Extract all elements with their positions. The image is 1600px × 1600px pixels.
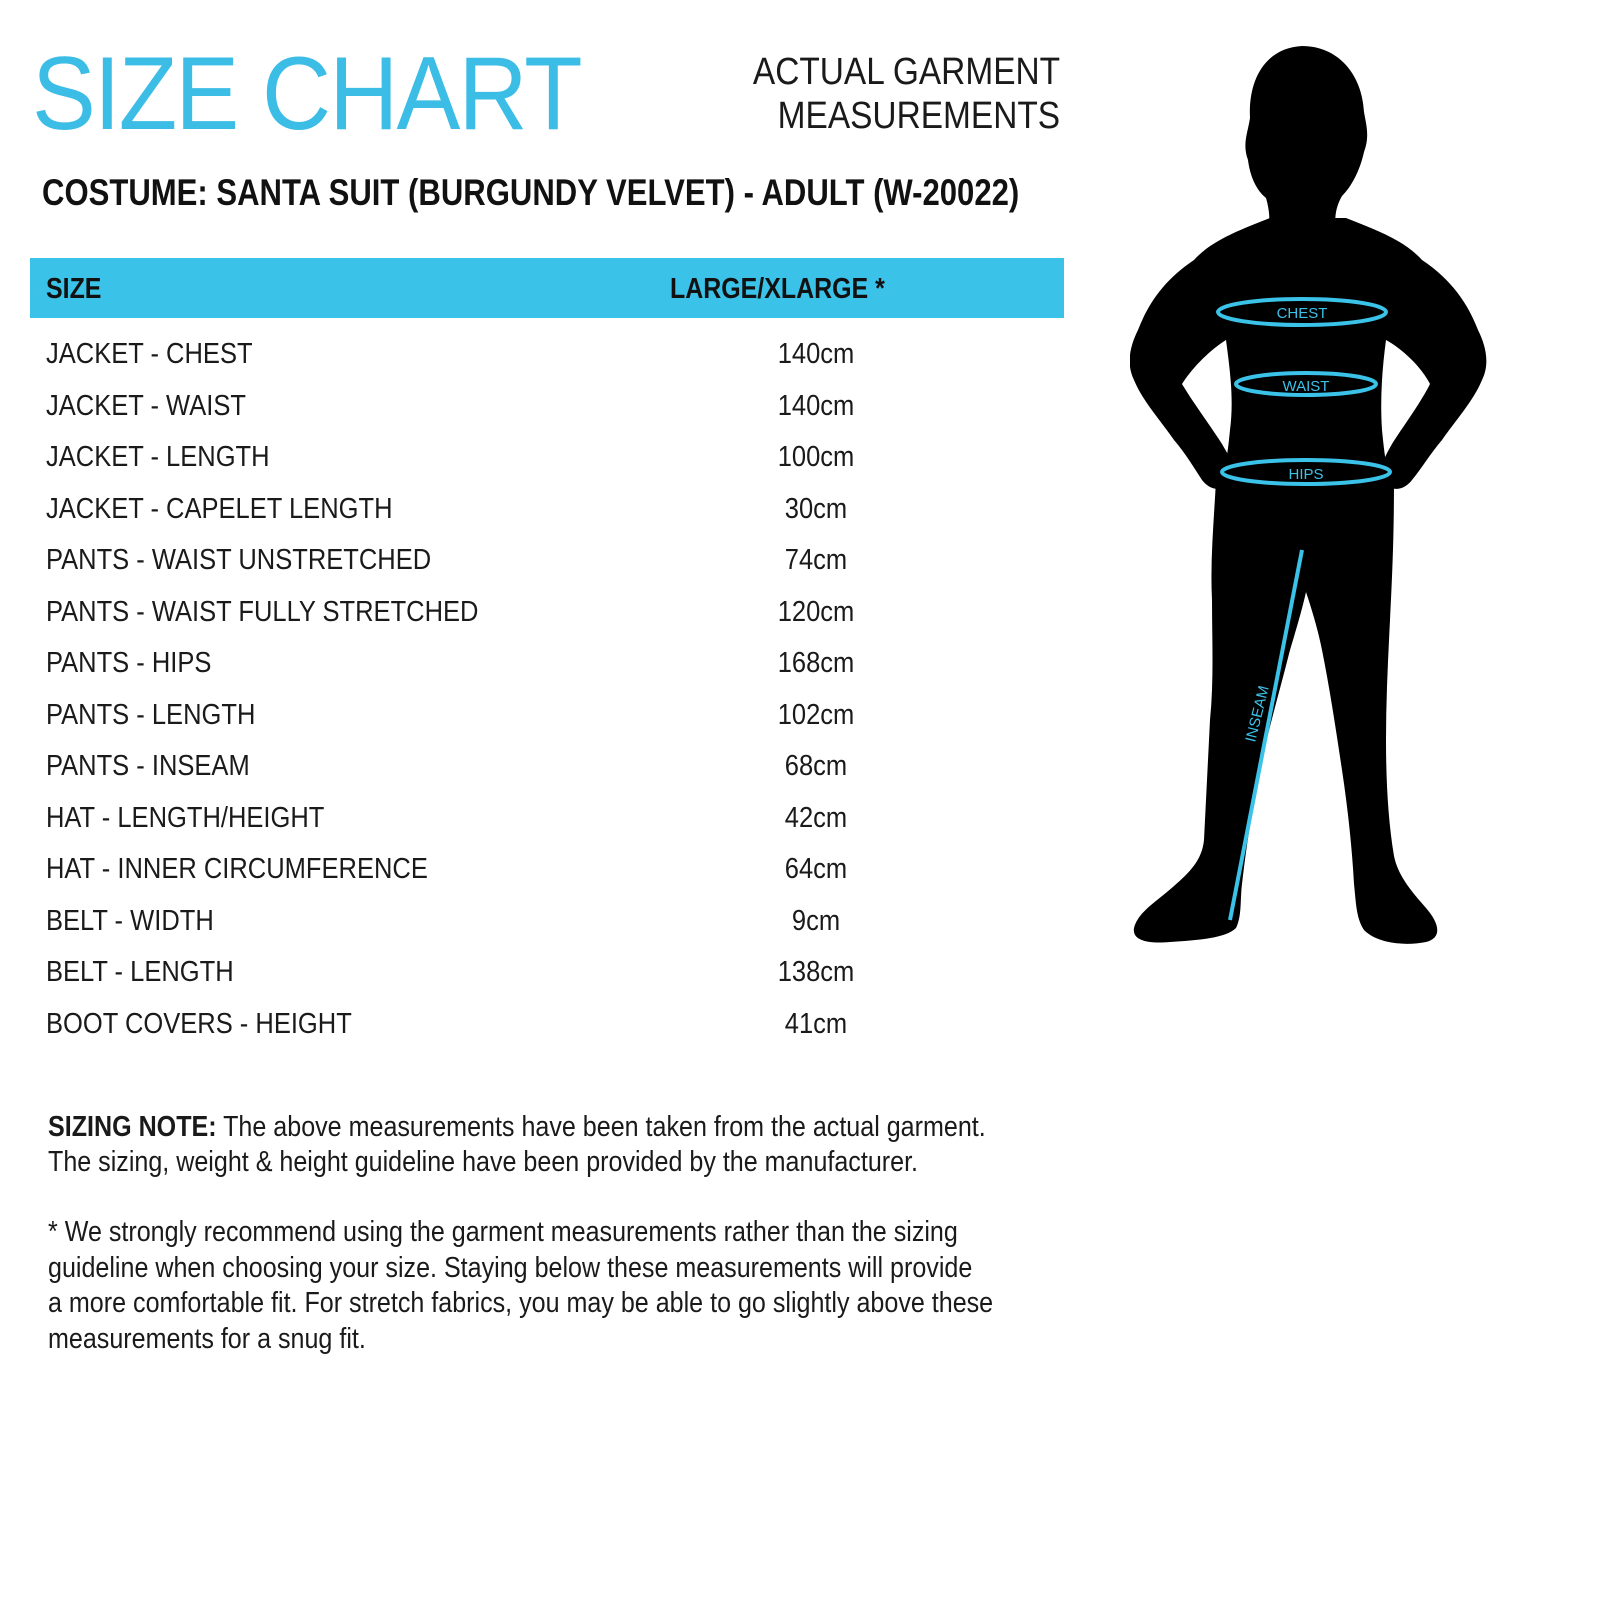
table-row [46, 750, 1046, 802]
inseam-label: INSEAM [1242, 683, 1273, 744]
table-row [46, 493, 1046, 545]
measurement-label: PANTS - HIPS [46, 647, 212, 679]
table-row [46, 853, 1046, 905]
chest-label: CHEST [1276, 305, 1328, 322]
measurement-label: PANTS - LENGTH [46, 698, 256, 731]
table-row [46, 441, 1046, 493]
measurement-label: JACKET - CHEST [46, 338, 253, 370]
footnote-line-2: guideline when choosing your size. Staying below these measurements will provide [48, 1251, 973, 1284]
measurement-value: 9cm [791, 904, 841, 937]
measurement-value: 168cm [777, 647, 855, 679]
sizing-note-line-2: The sizing, weight & height guideline have been provided by the manufacturer. [48, 1146, 919, 1178]
measurement-value: 140cm [777, 389, 855, 422]
measurement-value: 41cm [784, 1007, 848, 1040]
footnote-line-4: measurements for a snug fit. [48, 1322, 366, 1355]
measurement-label: JACKET - LENGTH [46, 441, 270, 473]
body-measurement-figure [1130, 40, 1550, 980]
silhouette-legs [1134, 480, 1437, 944]
measurement-label: BELT - LENGTH [46, 956, 234, 988]
measurement-table [46, 338, 1046, 1059]
header-size-column: LARGE/XLARGE * [670, 273, 885, 305]
table-row [46, 905, 1046, 957]
table-row [46, 596, 1046, 648]
measurement-label: PANTS - WAIST FULLY STRETCHED [46, 595, 479, 628]
subtitle-line-2: MEASUREMENTS [777, 95, 1060, 137]
sizing-note-line-1: The above measurements have been taken from the actual garment. [216, 1111, 986, 1143]
measurement-value: 120cm [777, 595, 855, 628]
table-row [46, 544, 1046, 596]
measurement-value: 64cm [784, 853, 848, 885]
measurement-value: 140cm [777, 338, 855, 370]
silhouette-torso [1130, 218, 1486, 489]
sizing-note [48, 1110, 986, 1180]
measurement-label: JACKET - WAIST [46, 389, 246, 422]
footnote [48, 1215, 993, 1357]
measurement-label: PANTS - WAIST UNSTRETCHED [46, 544, 432, 576]
hips-label: HIPS [1288, 466, 1324, 483]
measurement-label: BELT - WIDTH [46, 904, 214, 937]
costume-name: COSTUME: SANTA SUIT (BURGUNDY VELVET) - ADULT (W-20022) [42, 172, 1020, 213]
sizing-note-heading: SIZING NOTE: [48, 1111, 217, 1143]
table-row [46, 956, 1046, 1008]
table-row [46, 699, 1046, 751]
measurement-value: 100cm [777, 441, 855, 473]
table-header [30, 258, 1064, 318]
measurement-label: BOOT COVERS - HEIGHT [46, 1007, 352, 1040]
header-size-label: SIZE [46, 273, 102, 305]
table-row [46, 1008, 1046, 1060]
table-row [46, 390, 1046, 442]
table-row [46, 802, 1046, 854]
table-row [46, 338, 1046, 390]
body-silhouette [1130, 40, 1550, 980]
measurement-value: 68cm [784, 750, 848, 782]
subtitle-line-1: ACTUAL GARMENT [752, 51, 1060, 93]
subtitle [753, 50, 1060, 138]
page-title: SIZE CHART [32, 36, 581, 152]
measurement-value: 102cm [777, 698, 855, 731]
measurement-value: 42cm [784, 801, 848, 834]
measurement-value: 74cm [784, 544, 848, 576]
measurement-label: JACKET - CAPELET LENGTH [46, 492, 393, 525]
measurement-value: 138cm [777, 956, 855, 988]
measurement-label: PANTS - INSEAM [46, 750, 250, 782]
footnote-line-1: * We strongly recommend using the garment measurements rather than the sizing [48, 1216, 958, 1248]
measurement-label: HAT - INNER CIRCUMFERENCE [46, 853, 428, 885]
silhouette-head [1245, 46, 1367, 230]
measurement-label: HAT - LENGTH/HEIGHT [46, 801, 325, 834]
footnote-line-3: a more comfortable fit. For stretch fabrics, you may be able to go slightly above these [48, 1287, 994, 1319]
measurement-value: 30cm [784, 492, 848, 525]
table-row [46, 647, 1046, 699]
waist-label: WAIST [1282, 378, 1330, 395]
